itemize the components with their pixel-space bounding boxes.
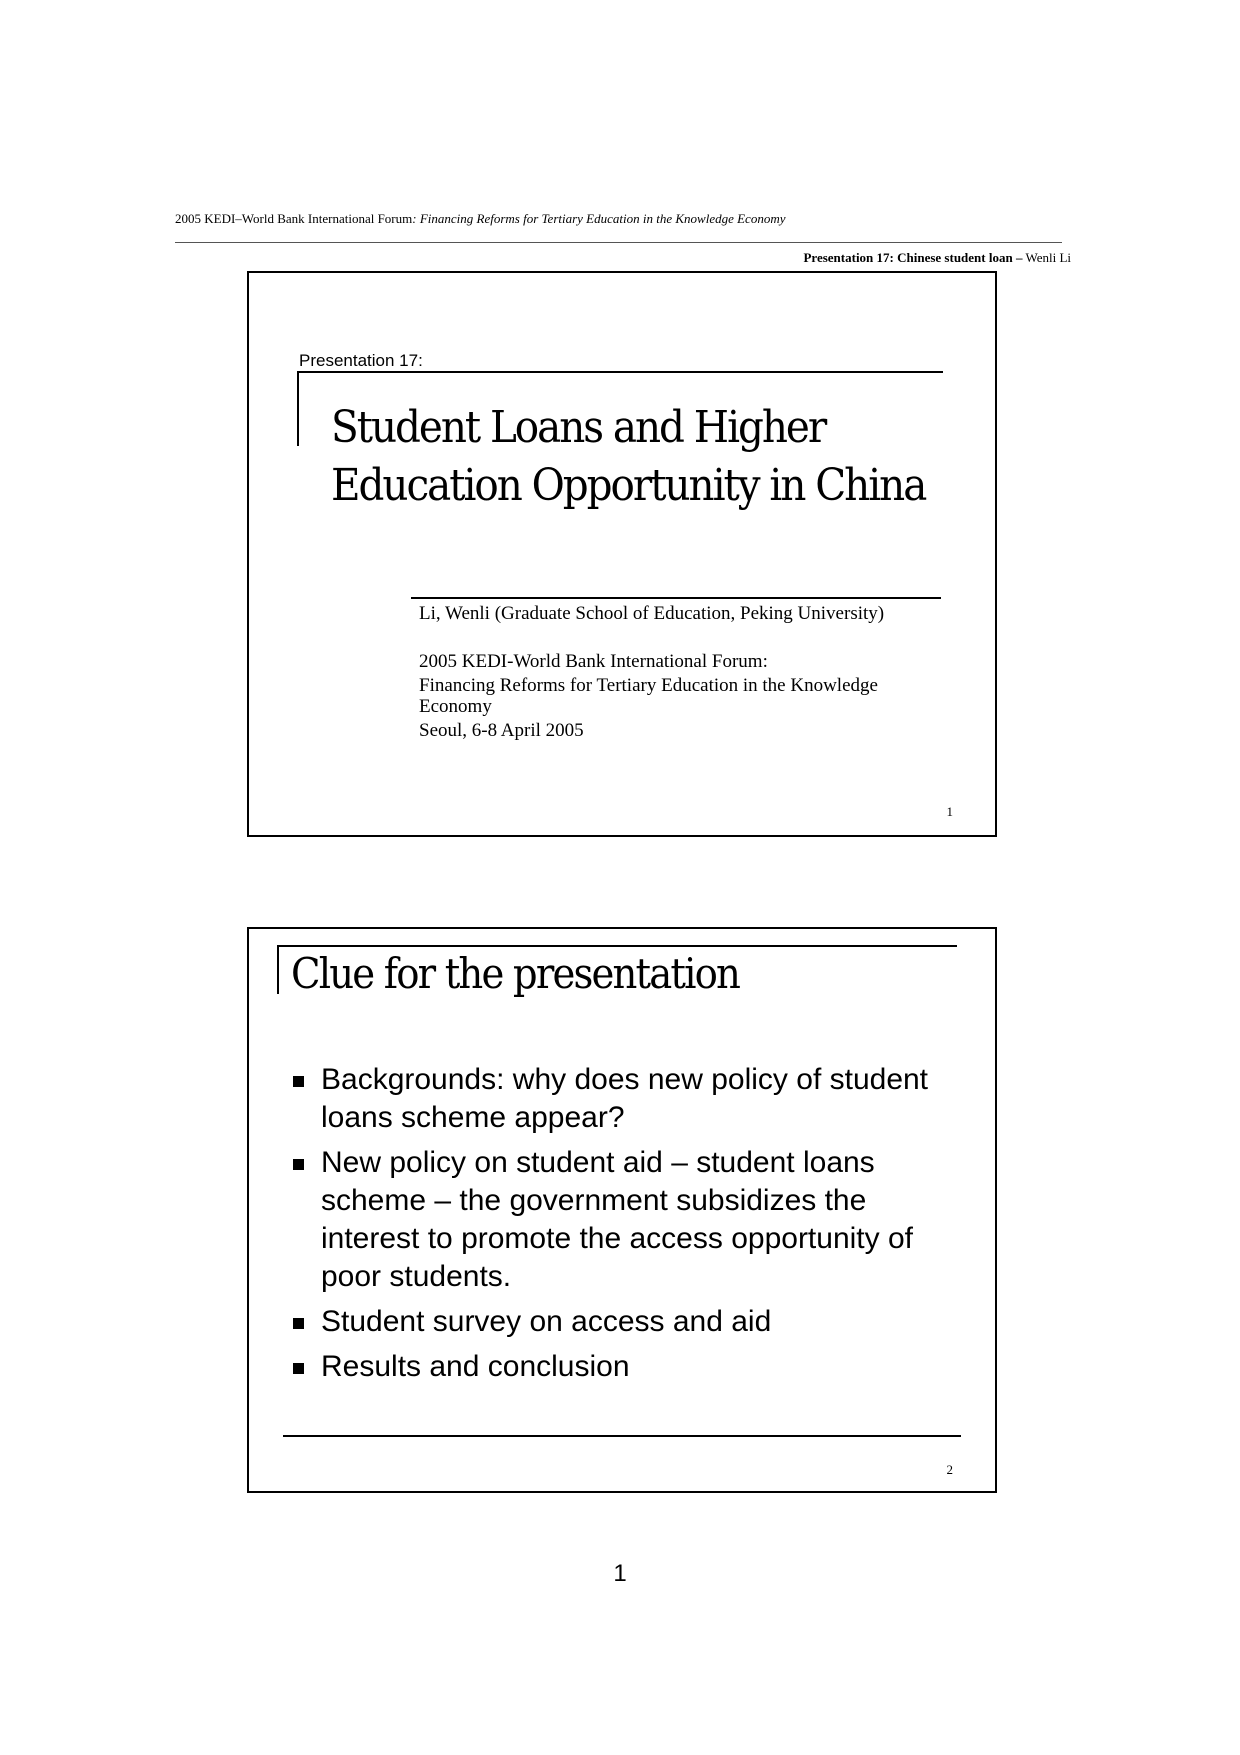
list-item: [293, 1348, 953, 1386]
slide-2: [247, 927, 997, 1493]
slide-1-title-rule: [297, 371, 943, 373]
slide-1-forum-info: [419, 651, 949, 741]
slide-1-author-rule: [411, 597, 941, 599]
slide-1-forum-line-1: 2005 KEDI-World Bank International Forum:: [419, 651, 768, 672]
slide-1-title-bar: [297, 372, 299, 446]
list-item: [293, 1303, 953, 1341]
list-item: [293, 1144, 953, 1296]
slide-2-title-rule: [277, 945, 957, 947]
slide-1-label: Presentation 17:: [299, 351, 423, 370]
presentation-header: [803, 250, 1071, 266]
square-bullet-icon: [293, 1363, 304, 1374]
presentation-author: Wenli Li: [1025, 250, 1071, 265]
square-bullet-icon: [293, 1159, 304, 1170]
slide-1-place-date: Seoul, 6-8 April 2005: [419, 720, 584, 741]
slide-1-title: [331, 399, 926, 515]
slide-2-title: Clue for the presentation: [291, 949, 740, 998]
slide-2-bottom-rule: [283, 1435, 961, 1437]
running-header-subtitle: : Financing Reforms for Tertiary Education in the Knowledge Economy: [412, 211, 786, 226]
slide-1-title-line-1: Student Loans and Higher: [331, 402, 826, 453]
square-bullet-icon: [293, 1318, 304, 1329]
presentation-label: Presentation 17: Chinese student loan –: [803, 250, 1023, 265]
bullet-text: New policy on student aid – student loans scheme – the government subsidizes the interest to promote the access opportunity of poor students.: [321, 1146, 913, 1293]
running-header: [175, 211, 785, 227]
slide-2-number: 2: [946, 1462, 953, 1477]
slide-1-number: 1: [946, 804, 953, 819]
slide-1: [247, 271, 997, 837]
slide-1-title-line-2: Education Opportunity in China: [331, 460, 926, 511]
running-header-forum: 2005 KEDI–World Bank International Forum: [175, 211, 413, 226]
slide-2-title-bar: [277, 946, 279, 994]
square-bullet-icon: [293, 1076, 304, 1087]
bullet-text: Backgrounds: why does new policy of student loans scheme appear?: [321, 1063, 929, 1134]
page-number: 1: [613, 1560, 627, 1587]
slide-1-author: Li, Wenli (Graduate School of Education, Peking University): [419, 603, 885, 624]
bullet-text: Student survey on access and aid: [321, 1305, 772, 1338]
list-item: [293, 1061, 953, 1137]
slide-1-forum-line-2: Financing Reforms for Tertiary Education in the Knowledge Economy: [419, 675, 878, 717]
header-divider: [175, 242, 1062, 243]
slide-2-bullet-list: [293, 1061, 953, 1393]
bullet-text: Results and conclusion: [321, 1350, 630, 1383]
